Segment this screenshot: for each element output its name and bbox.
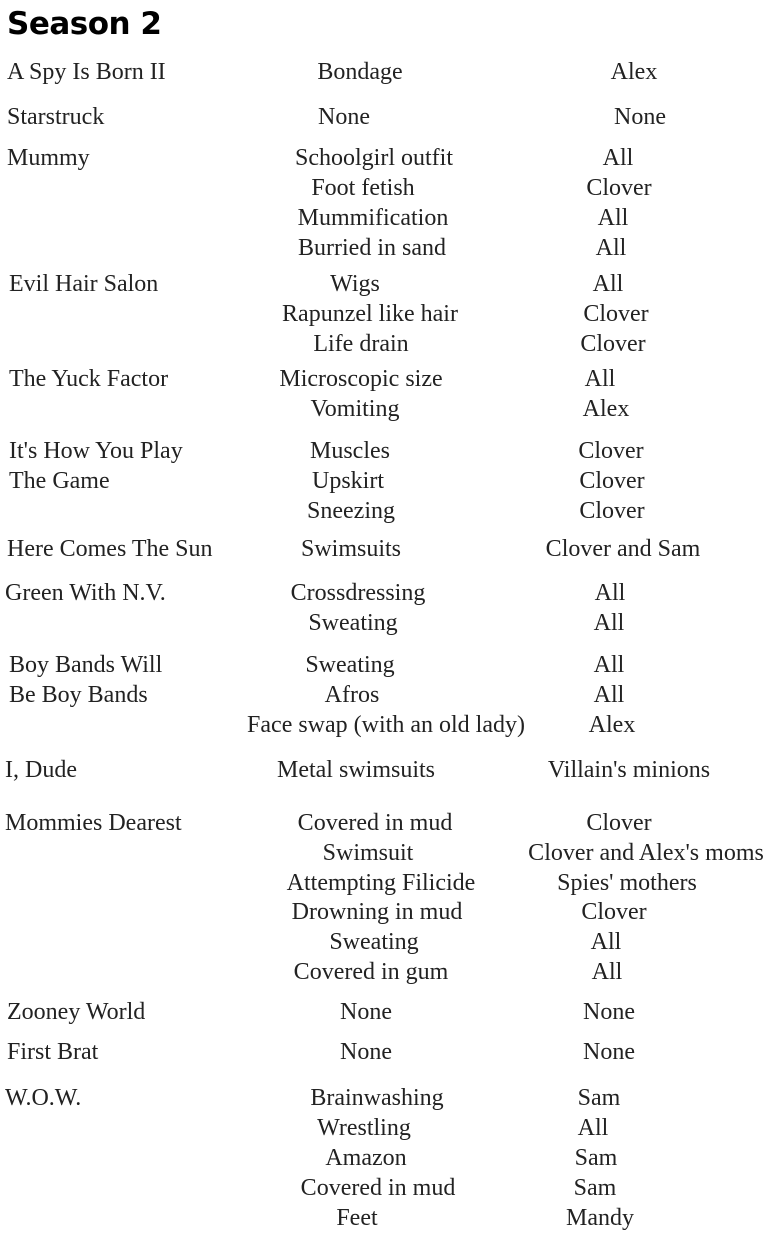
element-cell: None [340, 999, 392, 1025]
episode-title: A Spy Is Born II [7, 59, 166, 85]
episode-title: W.O.W. [5, 1085, 82, 1111]
element-cell: Covered in gum [293, 959, 449, 985]
element-cell: Metal swimsuits [276, 757, 436, 783]
element-cell: None [340, 1039, 392, 1065]
character-cell: All [592, 271, 624, 297]
episode-title-line2: Be Boy Bands [9, 682, 148, 708]
character-cell: All [577, 1115, 609, 1141]
character-cell: All [591, 959, 623, 985]
character-cell: All [594, 580, 626, 606]
episode-title: Here Comes The Sun [7, 536, 213, 562]
character-cell: Alex [582, 396, 630, 422]
element-cell: Sweating [308, 610, 398, 636]
character-cell: All [593, 682, 625, 708]
episode-title-line2: The Game [9, 468, 110, 494]
character-cell: Spies' mothers [557, 870, 697, 896]
character-cell: Clover [586, 810, 652, 836]
element-cell: None [318, 104, 370, 130]
character-cell: Clover [578, 438, 644, 464]
episode-title: Boy Bands Will [9, 652, 163, 678]
character-cell: Clover and Sam [545, 536, 701, 562]
element-cell: Wigs [330, 271, 380, 297]
element-cell: Swimsuit [322, 840, 414, 866]
element-cell: Sweating [329, 929, 419, 955]
character-cell: Mandy [566, 1205, 634, 1231]
character-cell: All [590, 929, 622, 955]
element-cell: Vomiting [310, 396, 400, 422]
element-cell: Life drain [313, 331, 409, 357]
element-cell: Muscles [310, 438, 390, 464]
element-cell: Covered in mud [297, 810, 453, 836]
element-cell: Sneezing [307, 498, 395, 524]
element-cell: Face swap (with an old lady) [247, 712, 525, 738]
element-cell: Rapunzel like hair [282, 301, 458, 327]
element-cell: Burried in sand [298, 235, 446, 261]
episode-title: Starstruck [7, 104, 105, 130]
character-cell: All [584, 366, 616, 392]
episode-title: Zooney World [7, 999, 146, 1025]
element-cell: Wrestling [317, 1115, 411, 1141]
character-cell: None [614, 104, 666, 130]
character-cell: Alex [588, 712, 636, 738]
episode-title: I, Dude [5, 757, 77, 783]
element-cell: Foot fetish [311, 175, 415, 201]
element-cell: Afros [324, 682, 380, 708]
character-cell: All [593, 652, 625, 678]
episode-title: Mummy [7, 145, 90, 171]
character-cell: Villain's minions [547, 757, 711, 783]
element-cell: Upskirt [312, 468, 384, 494]
element-cell: Feet [336, 1205, 378, 1231]
element-cell: Amazon [325, 1145, 407, 1171]
character-cell: Sam [577, 1085, 621, 1111]
character-cell: All [593, 610, 625, 636]
element-cell: Attempting Filicide [286, 870, 476, 896]
element-cell: Microscopic size [279, 366, 443, 392]
character-cell: None [583, 999, 635, 1025]
character-cell: Clover [579, 468, 645, 494]
character-cell: Alex [610, 59, 658, 85]
episode-title: The Yuck Factor [9, 366, 169, 392]
character-cell: Sam [573, 1175, 617, 1201]
element-cell: Covered in mud [300, 1175, 456, 1201]
character-cell: Clover [581, 899, 647, 925]
character-cell: Clover [580, 331, 646, 357]
element-cell: Sweating [305, 652, 395, 678]
element-cell: Crossdressing [290, 580, 426, 606]
character-cell: Sam [574, 1145, 618, 1171]
episode-title: Evil Hair Salon [9, 271, 159, 297]
element-cell: Mummification [297, 205, 449, 231]
character-cell: None [583, 1039, 635, 1065]
character-cell: Clover [586, 175, 652, 201]
episode-title: It's How You Play [9, 438, 183, 464]
character-cell: Clover [583, 301, 649, 327]
episode-title: First Brat [7, 1039, 99, 1065]
character-cell: All [597, 205, 629, 231]
character-cell: Clover [579, 498, 645, 524]
element-cell: Brainwashing [310, 1085, 444, 1111]
page-title: Season 2 [7, 6, 162, 42]
element-cell: Schoolgirl outfit [295, 145, 453, 171]
episode-title: Mommies Dearest [5, 810, 182, 836]
character-cell: All [595, 235, 627, 261]
episode-title: Green With N.V. [5, 580, 166, 606]
character-cell: All [602, 145, 634, 171]
character-cell: Clover and Alex's moms [528, 840, 764, 866]
element-cell: Swimsuits [300, 536, 402, 562]
element-cell: Drowning in mud [291, 899, 463, 925]
element-cell: Bondage [317, 59, 403, 85]
